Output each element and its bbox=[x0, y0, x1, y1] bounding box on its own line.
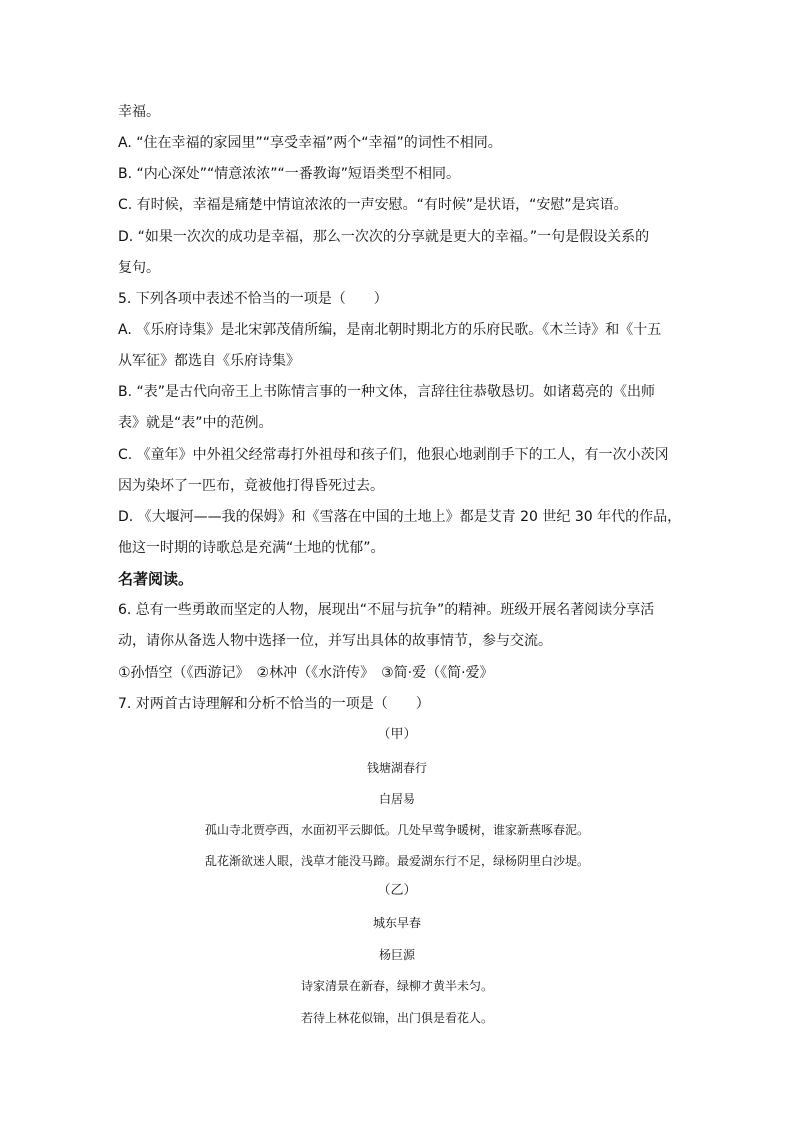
q5-option-a: A. 《乐府诗集》是北宋郭茂倩所编，是南北朝时期北方的乐府民歌。《木兰诗》和《十五 bbox=[118, 322, 662, 338]
poem-yi-line: 若待上林花似锦，出门俱是看花人。 bbox=[300, 1011, 493, 1025]
q5-option-d: D. 《大堰河——我的保姆》和《雪落在中国的土地上》都是艾青 20 世纪 30 年代的作品， bbox=[118, 509, 682, 525]
text-line: 幸福。 bbox=[118, 104, 160, 120]
poem-yi-author: 杨巨源 bbox=[378, 948, 415, 962]
option-d-line-cont: 复句。 bbox=[118, 260, 160, 276]
poem-yi-line: 诗家清景在新春，绿柳才黄半未匀。 bbox=[300, 979, 493, 993]
poem-yi-title: 城东早春 bbox=[372, 916, 421, 930]
question-6: 6. 总有一些勇敢而坚定的人物，展现出“不屈与抗争”的精神。班级开展名著阅读分享活 bbox=[118, 602, 655, 618]
q5-option-c-cont: 因为染坏了一匹布，竟被他打得昏死过去。 bbox=[118, 478, 384, 494]
question-6-cont: 动，请你从备选人物中选择一位，并写出具体的故事情节，参与交流。 bbox=[118, 633, 552, 649]
option-a-line: A. “住在幸福的家园里”“享受幸福”两个“幸福”的词性不相同。 bbox=[118, 135, 502, 151]
question-7: 7. 对两首古诗理解和分析不恰当的一项是（ ） bbox=[118, 696, 430, 712]
section-heading: 名著阅读。 bbox=[118, 570, 194, 588]
option-b-line: B. “内心深处”“情意浓浓”“一番教诲”短语类型不相同。 bbox=[118, 166, 461, 182]
q5-option-a-cont: 从军征》都选自《乐府诗集》 bbox=[118, 353, 300, 369]
q5-option-d-cont: 他这一时期的诗歌总是充满“土地的忧郁”。 bbox=[118, 540, 385, 556]
q5-option-b-cont: 表》就是“表”中的范例。 bbox=[118, 415, 273, 431]
poem-jia-author: 白居易 bbox=[378, 792, 415, 806]
option-d-line: D. “如果一次次的成功是幸福，那么一次次的分享就是更大的幸福。”一句是假设关系的 bbox=[118, 229, 650, 245]
q5-option-b: B. “表”是古代向帝王上书陈情言事的一种文体，言辞往往恭敬恳切。如诸葛亮的《出师 bbox=[118, 384, 656, 400]
poem-yi-mark: （乙） bbox=[377, 883, 417, 898]
question-6-choices: ①孙悟空（《西游记》 ②林冲（《水浒传》 ③简·爱（《简·爱》 bbox=[118, 665, 494, 681]
question-5: 5. 下列各项中表述不恰当的一项是（ ） bbox=[118, 291, 388, 307]
poem-jia-line: 孤山寺北贾亭西，水面初平云脚低。几处早莺争暖树，谁家新燕啄春泥。 bbox=[204, 823, 589, 837]
option-c-line: C. 有时候，幸福是痛楚中情谊浓浓的一声安慰。“有时候”是状语，“安慰”是宾语。 bbox=[118, 197, 628, 213]
poem-jia-line: 乱花渐欲迷人眼，浅草才能没马蹄。最爱湖东行不足，绿杨阴里白沙堤。 bbox=[204, 854, 589, 868]
poem-jia-mark: （甲） bbox=[377, 727, 417, 742]
q5-option-c: C. 《童年》中外祖父经常毒打外祖母和孩子们，他狠心地剥削手下的工人，有一次小茨冈 bbox=[118, 447, 669, 463]
poem-jia-title: 钱塘湖春行 bbox=[366, 761, 427, 775]
